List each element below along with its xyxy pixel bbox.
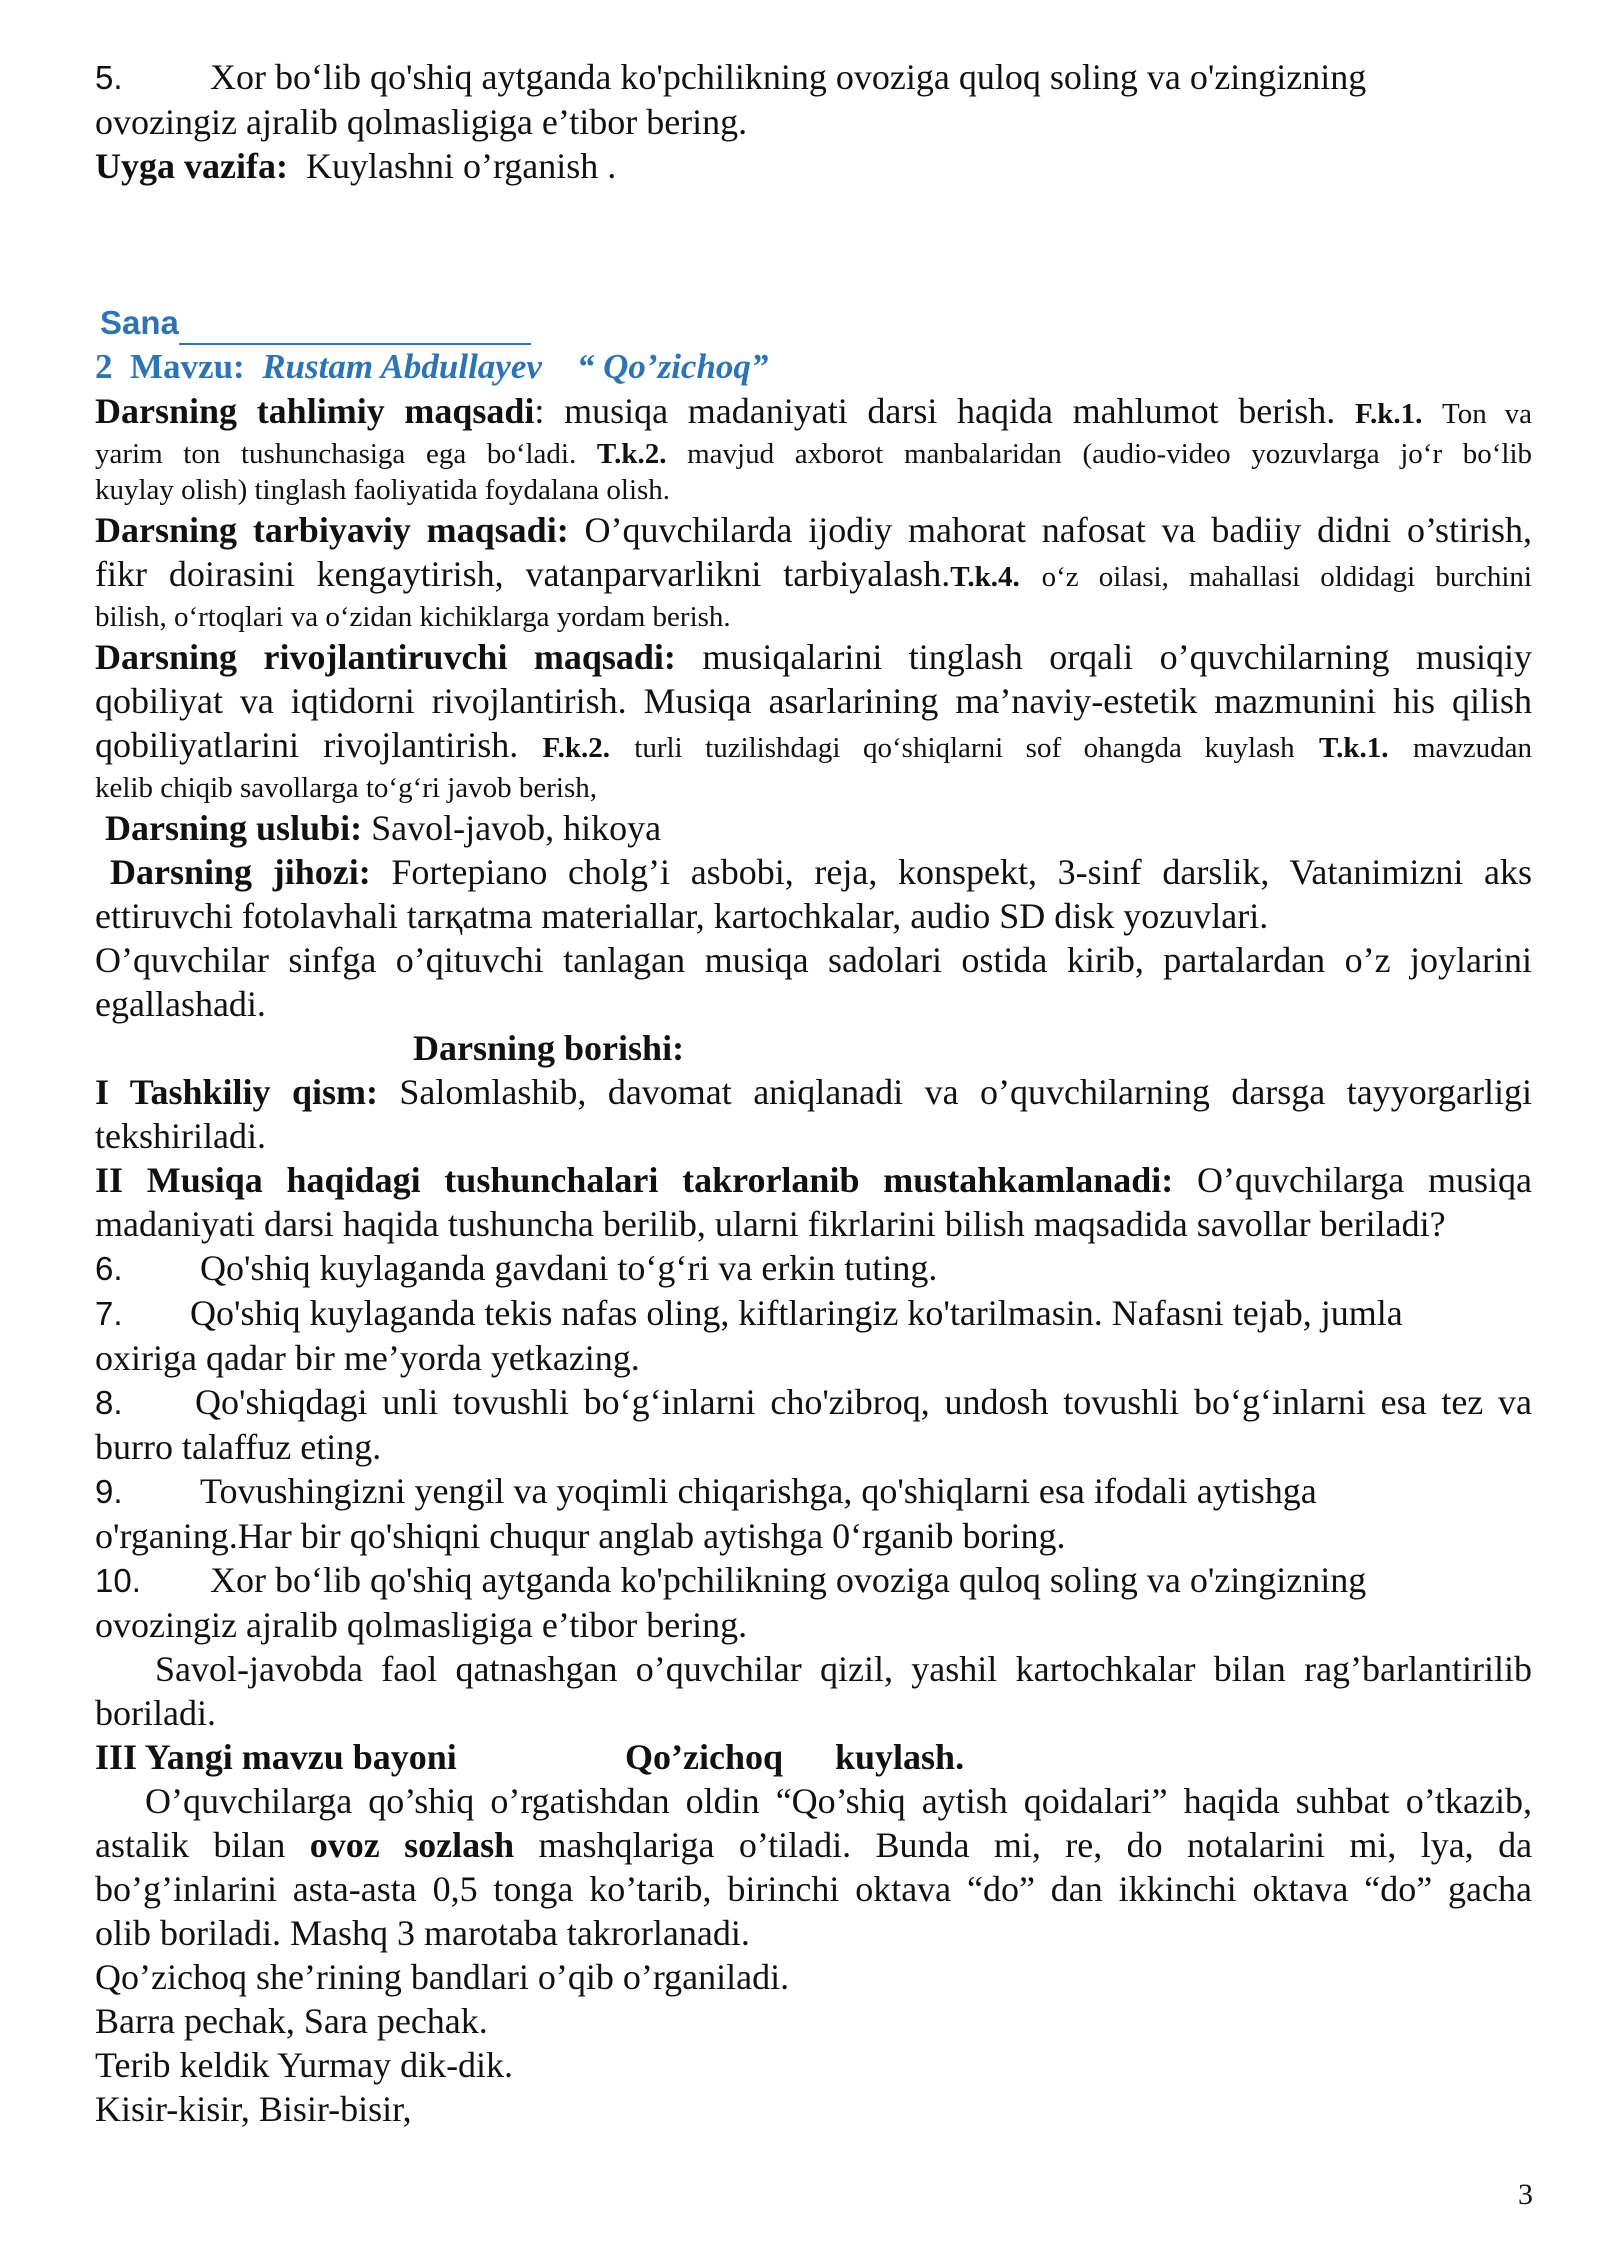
entry-line1: O’quvchilar sinfga o’qituvchi tanlagan musiqa sadolari ostida kirib, partalardan o’z joylarini <box>95 940 1532 980</box>
date-underline <box>179 309 531 345</box>
topic-author: Rustam Abdullayev <box>262 347 542 386</box>
goal-educational-line1: Darsning tahlimiy maqsadi: musiqa madaniyati darsi haqida mahlumot berish. F.k.1. Ton va <box>95 391 1533 431</box>
rule-item-8-line2: burro talaffuz eting. <box>95 1427 382 1467</box>
goal-upbringing-line3: bilish, o‘rtoqlari va o‘zidan kichiklarga yordam berish. <box>95 601 731 633</box>
rule-item-9-line1: 9. Tovushingizni yengil va yoqimli chiqarishga, qo'shiqlarni esa ifodali aytishga <box>95 1471 1317 1511</box>
stage2-line1: II Musiqa haqidagi tushunchalari takrorlanib mustahkamlanadi: O’quvchilarga musiqa <box>95 1160 1533 1200</box>
stage3-heading: III Yangi mavzu bayoni Qo’zichoq kuylash. <box>95 1737 965 1777</box>
equipment-line1: Darsning jihozi: Fortepiano cholg’i asbobi, reja, konspekt, 3-sinf darslik, Vatanimizni aks <box>110 852 1532 892</box>
topic-title: “ Qo’zichoq” <box>576 347 769 386</box>
homework-label: Uyga vazifa: <box>95 146 288 186</box>
verse-line: Barra pechak, Sara pechak. <box>95 2001 488 2041</box>
stage3-para-line3: bo’g’inlarini asta-asta 0,5 tonga ko’tarib, birinchi oktava “do” dan ikkinchi oktava “do” gacha <box>95 1869 1532 1909</box>
rule-item-5-line2: ovozingiz ajralib qolmasligiga e’tibor bering. <box>95 102 748 142</box>
rule-item-6: 6. Qo'shiq kuylaganda gavdani to‘g‘ri va erkin tuting. <box>95 1248 938 1288</box>
reward-line1: Savol-javobda faol qatnashgan o’quvchilar qizil, yashil kartochkalar bilan rag’barlantirilib <box>155 1649 1532 1689</box>
stage1-line2: tekshiriladi. <box>95 1116 266 1156</box>
stage3-para-line4: olib boriladi. Mashq 3 marotaba takrorlanadi. <box>95 1913 750 1953</box>
stage2-line2: madaniyati darsi haqida tushuncha berilib, ularni fikrlarini bilish maqsadida savollar beriladi? <box>95 1204 1446 1244</box>
stage1-line1: I Tashkiliy qism: Salomlashib, davomat aniqlanadi va o’quvchilarning darsga tayyorgarligi <box>95 1072 1532 1112</box>
goal-development-line3: qobiliyatlarini rivojlantirish. F.k.2. turli tuzilishdagi qo‘shiqlarni sof ohangda kuylash T.k.1. mavzudan <box>95 725 1533 765</box>
equipment-line2: ettiruvchi fotolavhali tarқatma materiallar, kartochkalar, audio SD disk yozuvlari. <box>95 896 1269 936</box>
lesson-course-heading: Darsning borishi: <box>413 1028 685 1068</box>
stage3-para-line5: Qo’zichoq she’rining bandlari o’qib o’rganiladi. <box>95 1957 790 1997</box>
rule-item-7-line1: 7. Qo'shiq kuylaganda tekis nafas oling, kiftlaringiz ko'tarilmasin. Nafasni tejab, jumla <box>95 1293 1403 1333</box>
rule-item-8-line1: 8. Qo'shiqdagi unli tovushli bo‘g‘inlarni cho'zibroq, undosh tovushli bo‘g‘inlarni esa tez va <box>95 1382 1532 1422</box>
rule-item-7-line2: oxiriga qadar bir me’yorda yetkazing. <box>95 1338 640 1378</box>
date-field: Sana <box>100 301 1532 345</box>
rule-item-9-line2: o'rganing.Har bir qo'shiqni chuqur anglab aytishga 0‘rganib boring. <box>95 1516 1066 1556</box>
lesson-topic-heading: 2 Mavzu: Rustam Abdullayev “ Qo’zichoq” <box>95 347 769 386</box>
reward-line2: boriladi. <box>95 1693 216 1733</box>
method-line: Darsning uslubi: Savol-javob, hikoya <box>105 808 662 848</box>
goal-educational-line2: yarim ton tushunchasiga ega bo‘ladi. T.k.2. mavjud axborot manbalaridan (audio-video yozuvlarga jo‘r bo‘lib <box>95 438 1533 470</box>
rule-item-5-line1: 5. Xor bo‘lib qo'shiq aytganda ko'pchilikning ovoziga quloq soling va o'zingizning <box>95 55 1532 100</box>
document-page <box>95 55 1532 2131</box>
stage3-para-line1: O’quvchilarga qo’shiq o’rgatishdan oldin “Qo’shiq aytish qoidalari” haqida suhbat o’tkazib, <box>145 1781 1532 1821</box>
homework-line <box>95 144 1532 188</box>
goal-upbringing-line1: Darsning tarbiyaviy maqsadi: O’quvchilarda ijodiy mahorat nafosat va badiiy didni o’stirish, <box>95 510 1532 550</box>
verse-line: Terib keldik Yurmay dik-dik. <box>95 2045 514 2085</box>
rule-item-10-line1: 10. Xor bo‘lib qo'shiq aytganda ko'pchilikning ovoziga quloq soling va o'zingizning <box>95 1560 1367 1600</box>
verse-line: Kisir-kisir, Bisir-bisir, <box>95 2089 412 2129</box>
list-number: 5. <box>95 59 123 96</box>
goal-upbringing-line2: fikr doirasini kengaytirish, vatanparvarlikni tarbiyalash.T.k.4. o‘z oilasi, mahallasi oldidagi burchini <box>95 554 1532 594</box>
goal-development-line4: kelib chiqib savollarga to‘g‘ri javob berish, <box>95 772 598 804</box>
page-number: 3 <box>1518 2178 1533 2211</box>
stage3-para-line2: astalik bilan ovoz sozlash mashqlariga o’tiladi. Bunda mi, re, do notalarini mi, lya, da <box>95 1825 1533 1865</box>
goal-development-line2: qobiliyat va iqtidorni rivojlantirish. Musiqa asarlarining ma’naviy-estetik mazmunini his qilish <box>95 681 1532 721</box>
song-title: Qo’zichoq <box>625 1737 783 1777</box>
goal-development-line1: Darsning rivojlantiruvchi maqsadi: musiqalarini tinglash orqali o’quvchilarning musiqiy <box>95 637 1532 677</box>
homework-text: Kuylashni o’rganish . <box>305 146 617 186</box>
goal-educational-line3: kuylay olish) tinglash faoliyatida foydalana olish. <box>95 474 671 506</box>
rule-item-10-line2: ovozingiz ajralib qolmasligiga e’tibor bering. <box>95 1605 748 1645</box>
entry-line2: egallashadi. <box>95 984 266 1024</box>
